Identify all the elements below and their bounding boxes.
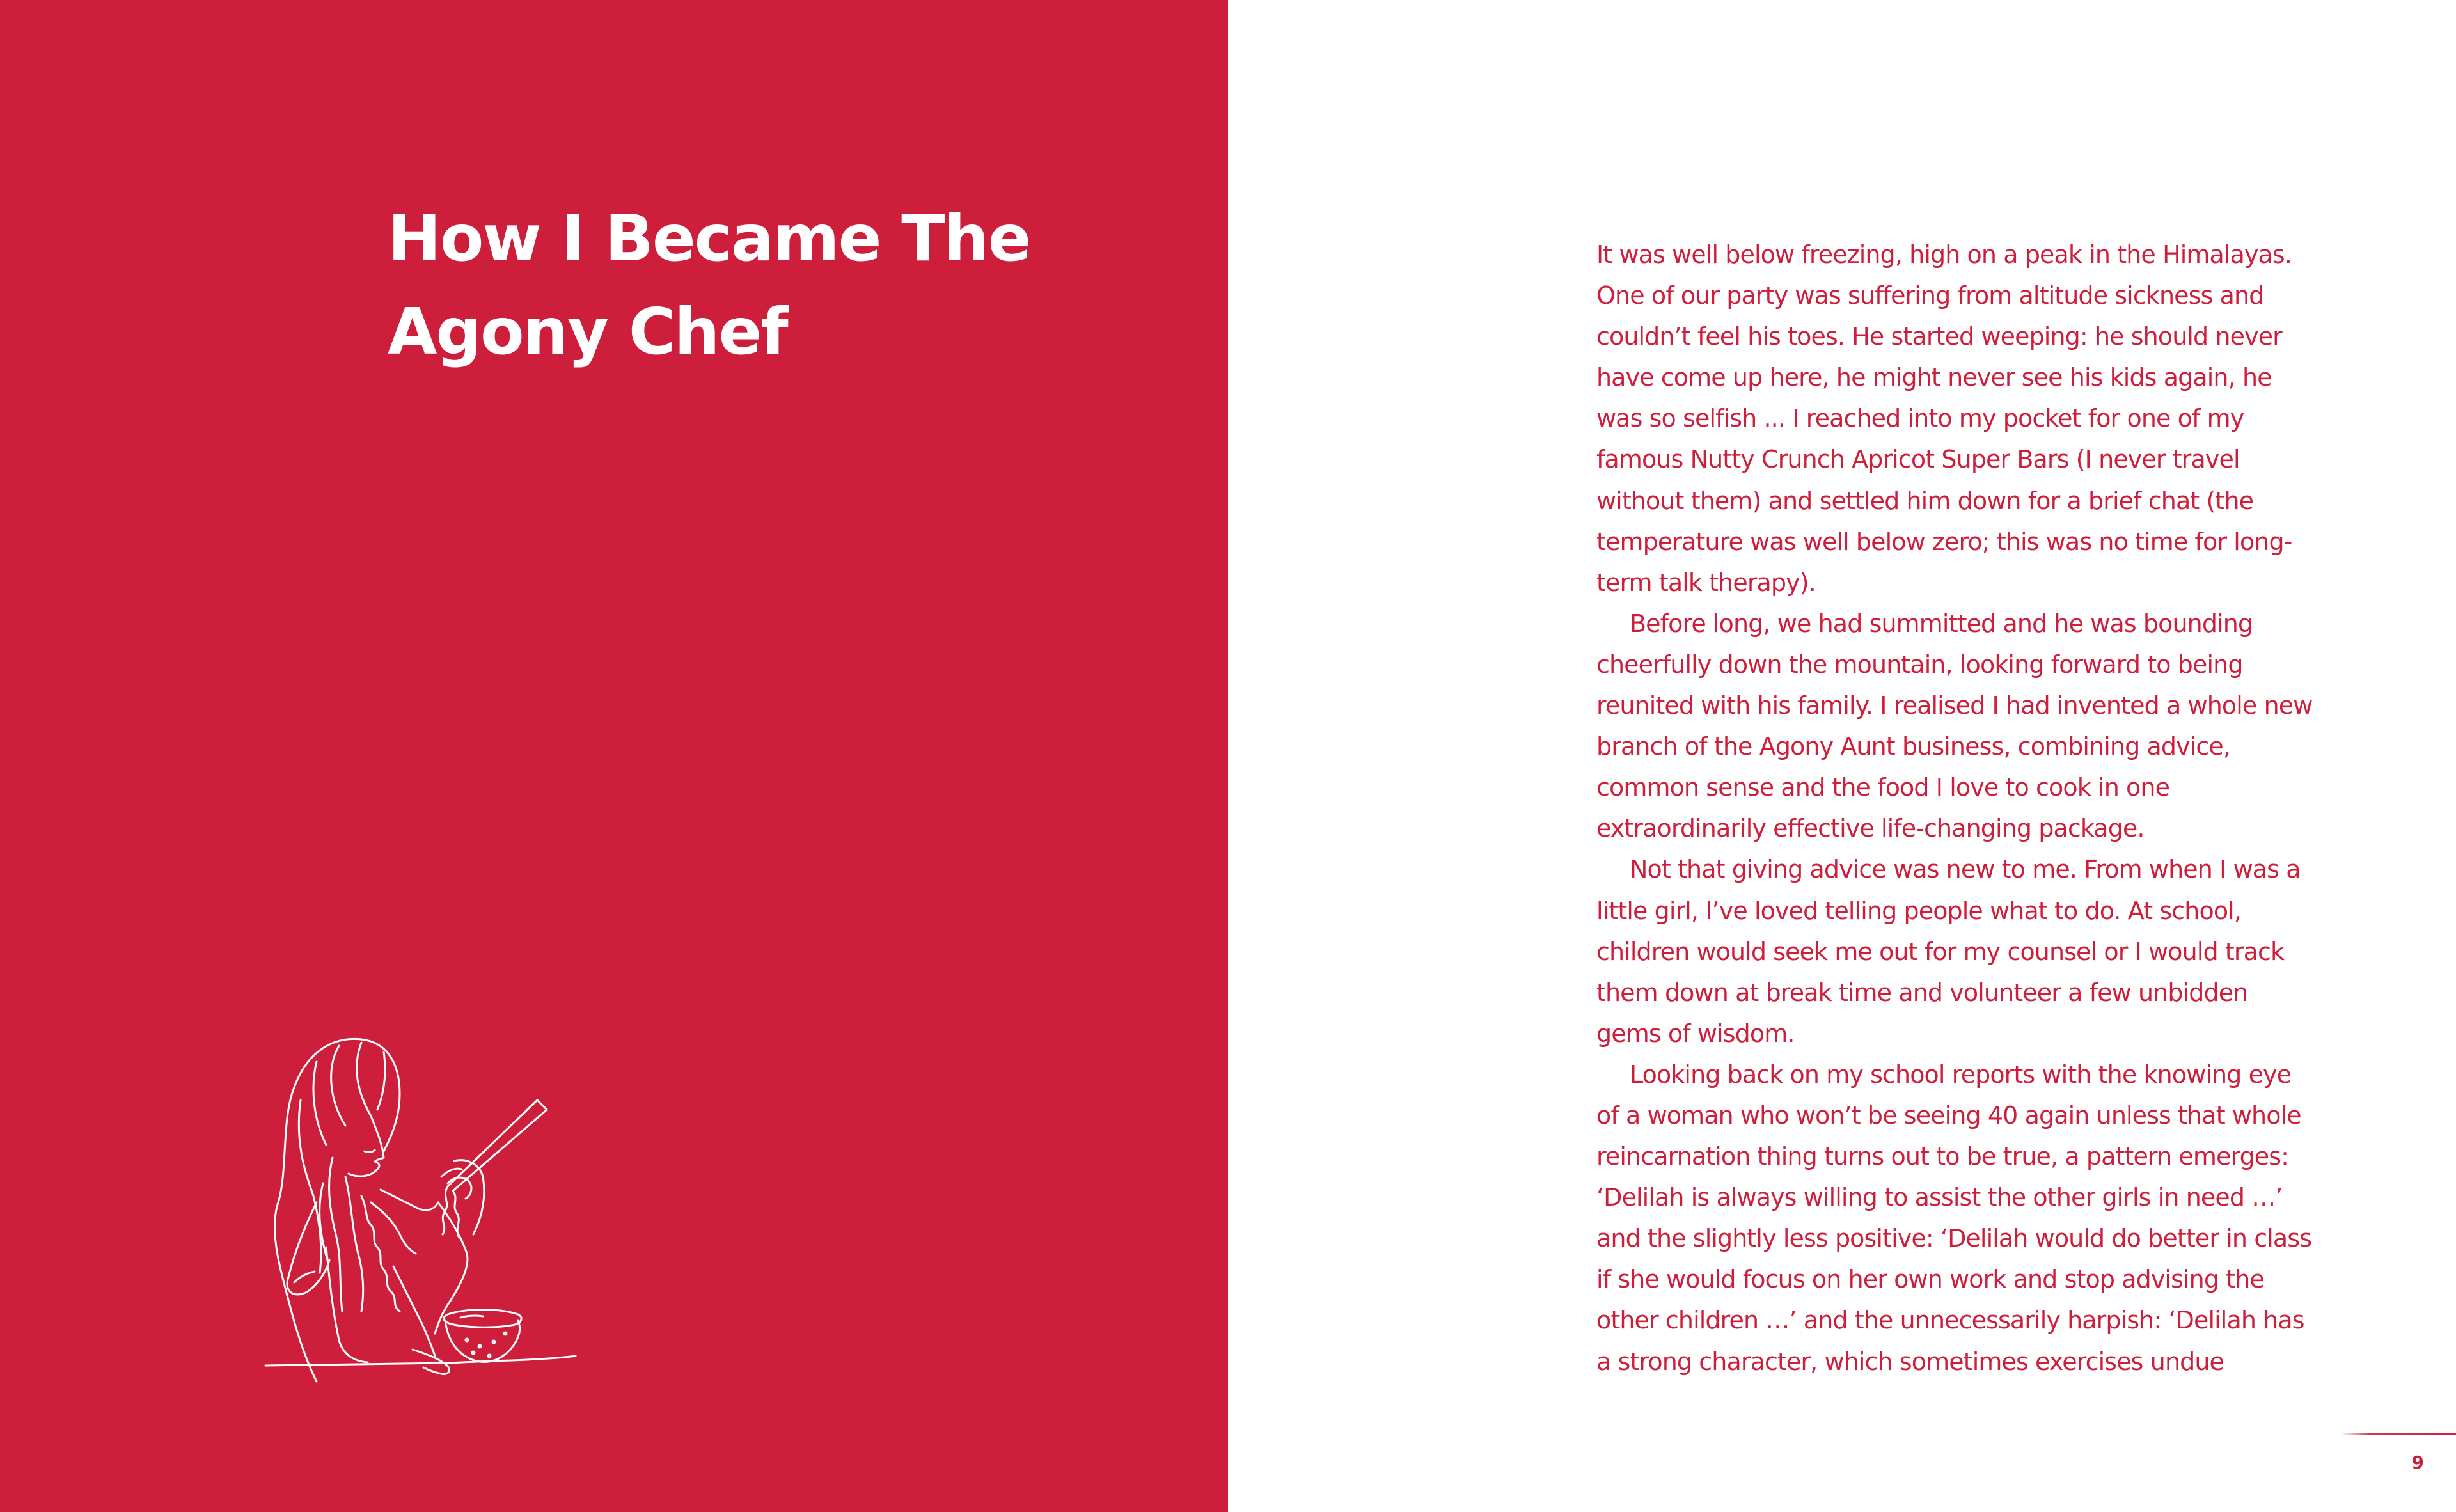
- folio-rule: [2341, 1433, 2456, 1435]
- chapter-title: [388, 192, 1155, 379]
- chapter-title-line-2: Agony Chef: [388, 294, 787, 369]
- body-paragraph-3: Not that giving advice was new to me. From when I was a little girl, I’ve loved telling people what to do. At school, children would seek me out for my counsel or I would track them down at break time and volunteer a few unbidden gems of wisdom.: [1596, 855, 2301, 1048]
- body-paragraph-4: Looking back on my school reports with the knowing eye of a woman who won’t be seeing 40 again unless that whole reincarnation thing turns out to be true, a pattern emerges: ‘Delilah is always willing to assist the other girls in need …’ and the slightly less positive: ‘Delilah would do better in class if she would focus on her own work and stop advising the other children …’ and the unnecessarily harpish: ‘Delilah has a strong character, which sometimes exercises undue: [1596, 1060, 2312, 1376]
- body-paragraph-2: Before long, we had summitted and he was bounding cheerfully down the mountain, looking forward to being reunited with his family. I realised I had invented a whole new branch of the Agony Aunt business, combining advice, common sense and the food I love to cook in one extraordinarily effective life-changing package.: [1596, 609, 2313, 843]
- right-page: [1228, 0, 2456, 1512]
- chapter-title-line-1: How I Became The: [388, 201, 1030, 276]
- body-text: [1596, 234, 2319, 1382]
- woman-eating-noodles-with-chopsticks-icon: [256, 991, 704, 1401]
- body-paragraph-1: It was well below freezing, high on a peak in the Himalayas. One of our party was suffering from altitude sickness and couldn’t feel his toes. He started weeping: he should never have come up here, he might never see his kids again, he was so selfish ... I reached into my pocket for one of my famous Nutty Crunch Apricot Super Bars (I never travel without them) and settled him down for a brief chat (the temperature was well below zero; this was no time for long-term talk therapy).: [1596, 240, 2292, 597]
- page-number: 9: [2411, 1452, 2424, 1473]
